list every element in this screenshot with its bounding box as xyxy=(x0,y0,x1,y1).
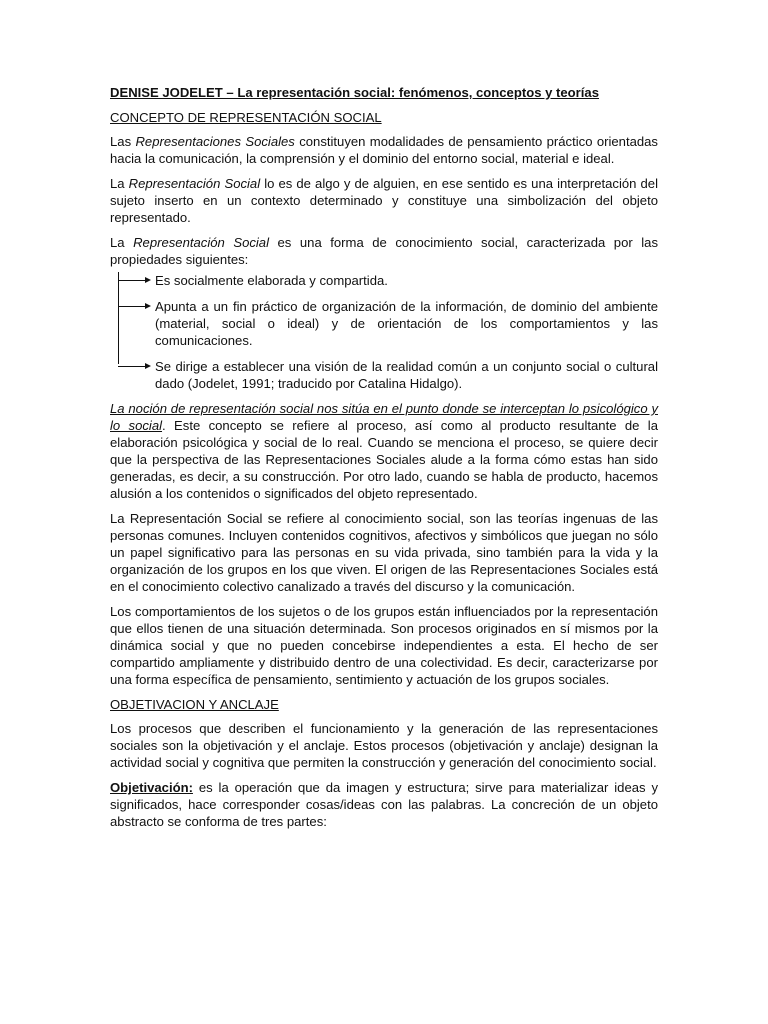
paragraph-8-lead-term: Objetivación: xyxy=(110,780,193,795)
property-text: Se dirige a establecer una visión de la realidad común a un conjunto social o cultural dado (Jodelet, 1991; traducido por Catalina Hidalgo). xyxy=(155,359,658,391)
paragraph-4 xyxy=(110,400,658,502)
arrow-icon xyxy=(118,306,145,307)
arrow-icon xyxy=(118,280,145,281)
paragraph-3-text-a: La xyxy=(110,235,134,250)
paragraph-1-emphasis: Representaciones Sociales xyxy=(135,134,295,149)
paragraph-2 xyxy=(110,175,658,226)
paragraph-1 xyxy=(110,133,658,167)
paragraph-2-emphasis: Representación Social xyxy=(128,176,261,191)
paragraph-5: La Representación Social se refiere al conocimiento social, son las teorías ingenuas de las personas comunes. Incluyen contenidos cognitivos, afectivos y simbólicos que juegan no sólo un papel significativo para las personas en su vida privada, sino también para la vida y la organización de los grupos en los que viven. El origen de las Representaciones Sociales está en el conocimiento colectivo canalizado a través del discurso y la comunicación. xyxy=(110,511,658,594)
tree-connector-line xyxy=(118,272,119,364)
paragraph-1-text-b: constituyen modalidades de pensamiento práctico orientadas hacia la comunicación, la comprensión y el dominio del entorno social, material e ideal. xyxy=(110,134,658,166)
property-text: Apunta a un fin práctico de organización de la información, de dominio del ambiente (material, social o ideal) y de orientación de los comportamientos y las comunicaciones. xyxy=(155,299,658,348)
paragraph-4-underlined-emphasis: La noción de representación social nos sitúa en el punto donde se interceptan lo psicológico y lo social xyxy=(110,401,658,433)
properties-list xyxy=(110,272,658,392)
arrow-icon xyxy=(118,366,145,367)
paragraph-1-text-a: Las xyxy=(110,134,136,149)
document-title: DENISE JODELET – La representación social: fenómenos, conceptos y teorías xyxy=(110,85,599,100)
paragraph-3 xyxy=(110,234,658,268)
section-heading-objetivacion: OBJETIVACION Y ANCLAJE xyxy=(110,697,279,712)
paragraph-8 xyxy=(110,779,658,830)
property-text: Es socialmente elaborada y compartida. xyxy=(155,273,388,288)
paragraph-3-text-b: es una forma de conocimiento social, caracterizada por las propiedades siguientes: xyxy=(110,235,658,267)
property-item xyxy=(155,272,658,289)
paragraph-6: Los comportamientos de los sujetos o de los grupos están influenciados por la representación que ellos tienen de una situación determinada. Son procesos originados en sí mismos por la dinámica social y que no pueden concebirse independientes a esta. El hecho de ser compartido ampliamente y distribuido dentro de una colectividad. Es decir, caracterizarse por una forma específica de pensamiento, sentimiento y actuación de los grupos sociales. xyxy=(110,604,658,687)
paragraph-4-text: . Este concepto se refiere al proceso, así como al producto resultante de la elaboración psicológica y social de lo real. Cuando se menciona el proceso, se quiere decir que la perspectiva de las Representaciones Sociales alude a la forma cómo estas han sido generadas, es decir, a su construcción. Por otro lado, cuando se habla de producto, hacemos alusión a los contenidos o significados del objeto representado. xyxy=(110,418,658,501)
paragraph-2-text-a: La xyxy=(110,176,129,191)
section-heading-concepto: CONCEPTO DE REPRESENTACIÓN SOCIAL xyxy=(110,110,382,125)
property-item xyxy=(155,358,658,392)
paragraph-3-emphasis: Representación Social xyxy=(133,235,269,250)
property-item xyxy=(155,298,658,349)
paragraph-2-text-b: lo es de algo y de alguien, en ese sentido es una interpretación del sujeto inserto en un contexto determinado y constituye una simbolización del objeto representado. xyxy=(110,176,659,225)
paragraph-8-text: es la operación que da imagen y estructura; sirve para materializar ideas y significados, hace corresponder cosas/ideas con las palabras. La concreción de un objeto abstracto se conforma de tres partes: xyxy=(110,780,658,829)
paragraph-7: Los procesos que describen el funcionamiento y la generación de las representaciones sociales son la objetivación y el anclaje. Estos procesos (objetivación y anclaje) designan la actividad social y cognitiva que permiten la construcción y generación del conocimiento social. xyxy=(110,721,658,770)
